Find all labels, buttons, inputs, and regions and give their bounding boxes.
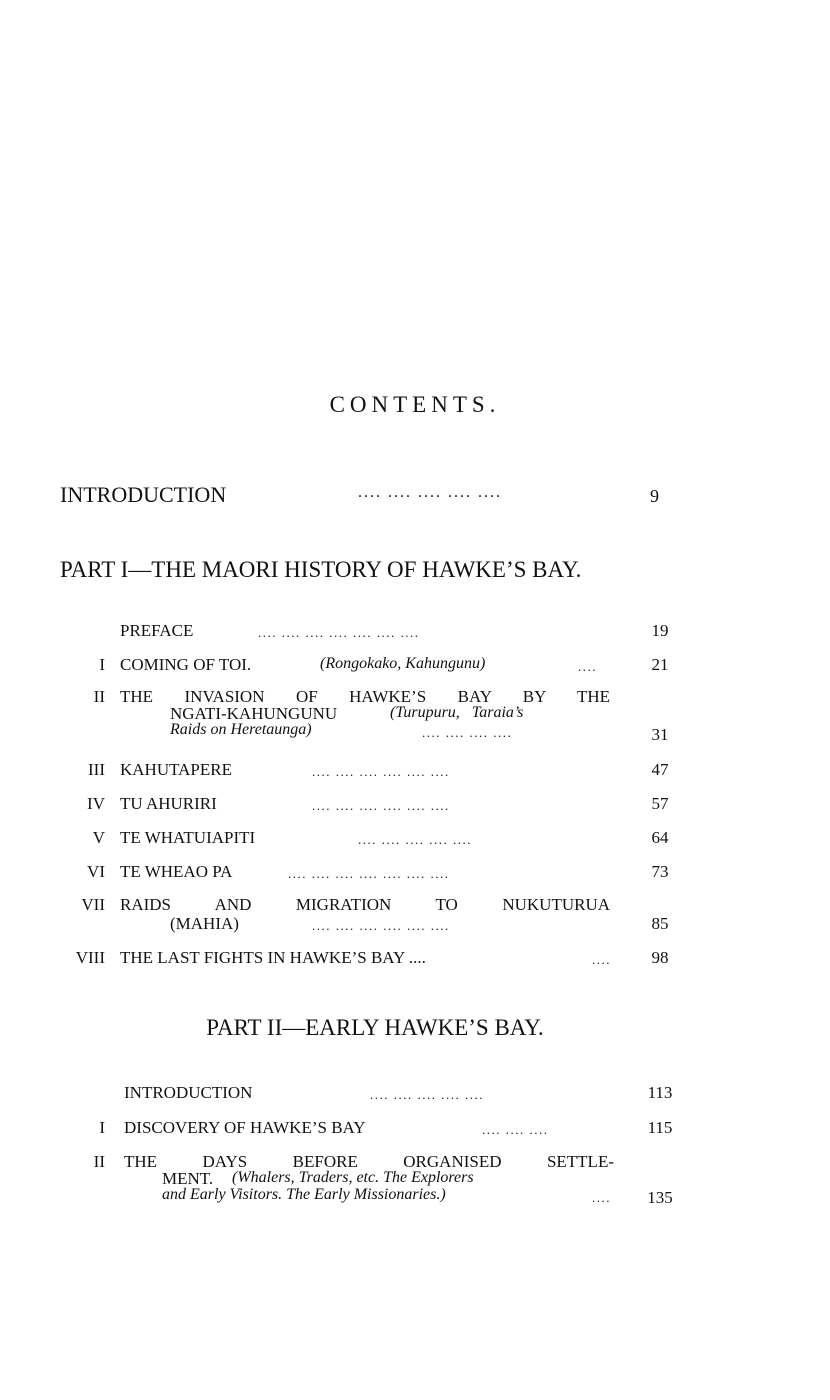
entry-title-line-2: (MAHIA) xyxy=(170,914,239,933)
entry-leader-dots: .... .... .... .... .... .... xyxy=(312,764,450,779)
entry-title-line-1: THE DAYS BEFORE ORGANISED SETTLE- xyxy=(124,1152,614,1171)
entry-subtitle-line-1: (Whalers, Traders, etc. The Explorers xyxy=(232,1169,474,1186)
entry-title: TE WHATUIAPITI xyxy=(120,828,256,847)
entry-leader-dots: .... .... .... .... .... .... .... xyxy=(288,866,450,881)
entry-page-number: 21 xyxy=(651,655,669,674)
chapter-number: VI xyxy=(87,862,105,881)
page-title: CONTENTS. xyxy=(329,392,501,417)
chapter-number: I xyxy=(99,655,105,674)
entry-page-number: 73 xyxy=(651,862,669,881)
chapter-number: II xyxy=(93,687,105,706)
chapter-number: II xyxy=(93,1152,105,1171)
entry-leader-dots: .... xyxy=(592,952,611,967)
entry-subtitle-line-1: (Turupuru, Taraia’s xyxy=(390,704,524,721)
introduction-page-number: 9 xyxy=(650,486,659,506)
entry-title-line-1: RAIDS AND MIGRATION TO NUKUTURUA xyxy=(120,895,610,914)
entry-title: INTRODUCTION xyxy=(124,1083,253,1102)
entry-leader-dots: .... .... .... .... .... .... xyxy=(312,798,450,813)
entry-page-number: 115 xyxy=(647,1118,673,1137)
entry-title-line-2: MENT. xyxy=(162,1169,214,1188)
entry-title: KAHUTAPERE xyxy=(120,760,232,779)
chapter-number: IV xyxy=(87,794,105,813)
entry-title: COMING OF TOI. xyxy=(120,655,252,674)
entry-page-number: 47 xyxy=(651,760,669,779)
entry-leader-dots: .... .... .... .... .... .... .... xyxy=(258,625,420,640)
entry-page-number: 31 xyxy=(651,725,669,744)
entry-subtitle-line-2: and Early Visitors. The Early Missionaries.) xyxy=(162,1186,446,1203)
introduction-leader-dots: .... .... .... .... .... xyxy=(358,484,502,501)
entry-title-line-1: THE INVASION OF HAWKE’S BAY BY THE xyxy=(120,687,610,706)
entry-page-number: 57 xyxy=(651,794,669,813)
entry-leader-dots: .... .... .... .... .... .... xyxy=(312,918,450,933)
entry-subtitle-line-2: Raids on Heretaunga) xyxy=(170,721,312,738)
entry-leader-dots: .... xyxy=(578,659,597,674)
chapter-number: III xyxy=(88,760,105,779)
chapter-number: I xyxy=(99,1118,105,1137)
entry-title-line-2: NGATI-KAHUNGUNU xyxy=(170,704,338,723)
entry-title: TU AHURIRI xyxy=(120,794,217,813)
entry-page-number: 113 xyxy=(647,1083,673,1102)
entry-title: PREFACE xyxy=(120,621,194,640)
entry-leader-dots: .... .... .... .... .... xyxy=(370,1087,484,1102)
introduction-label: INTRODUCTION xyxy=(60,482,227,507)
chapter-number: V xyxy=(92,828,105,847)
entry-leader-dots: .... .... .... xyxy=(482,1122,549,1137)
entry-leader-dots: .... .... .... .... .... xyxy=(358,832,472,847)
chapter-number: VIII xyxy=(75,948,105,967)
entry-title: TE WHEAO PA xyxy=(120,862,233,881)
chapter-number: VII xyxy=(81,895,105,914)
entry-page-number: 85 xyxy=(651,914,669,933)
part2-heading: PART II—EARLY HAWKE’S BAY. xyxy=(206,1015,544,1040)
entry-title: THE LAST FIGHTS IN HAWKE’S BAY .... xyxy=(120,948,426,967)
part1-heading: PART I—THE MAORI HISTORY OF HAWKE’S BAY. xyxy=(60,557,582,582)
entry-subtitle: (Rongokako, Kahungunu) xyxy=(320,655,486,672)
entry-leader-dots: .... .... .... .... xyxy=(422,725,513,740)
entry-title: DISCOVERY OF HAWKE’S BAY xyxy=(124,1118,366,1137)
entry-page-number: 135 xyxy=(647,1188,673,1207)
entry-page-number: 19 xyxy=(651,621,669,640)
entry-page-number: 64 xyxy=(651,828,669,847)
entry-leader-dots: .... xyxy=(592,1190,611,1205)
entry-page-number: 98 xyxy=(651,948,669,967)
